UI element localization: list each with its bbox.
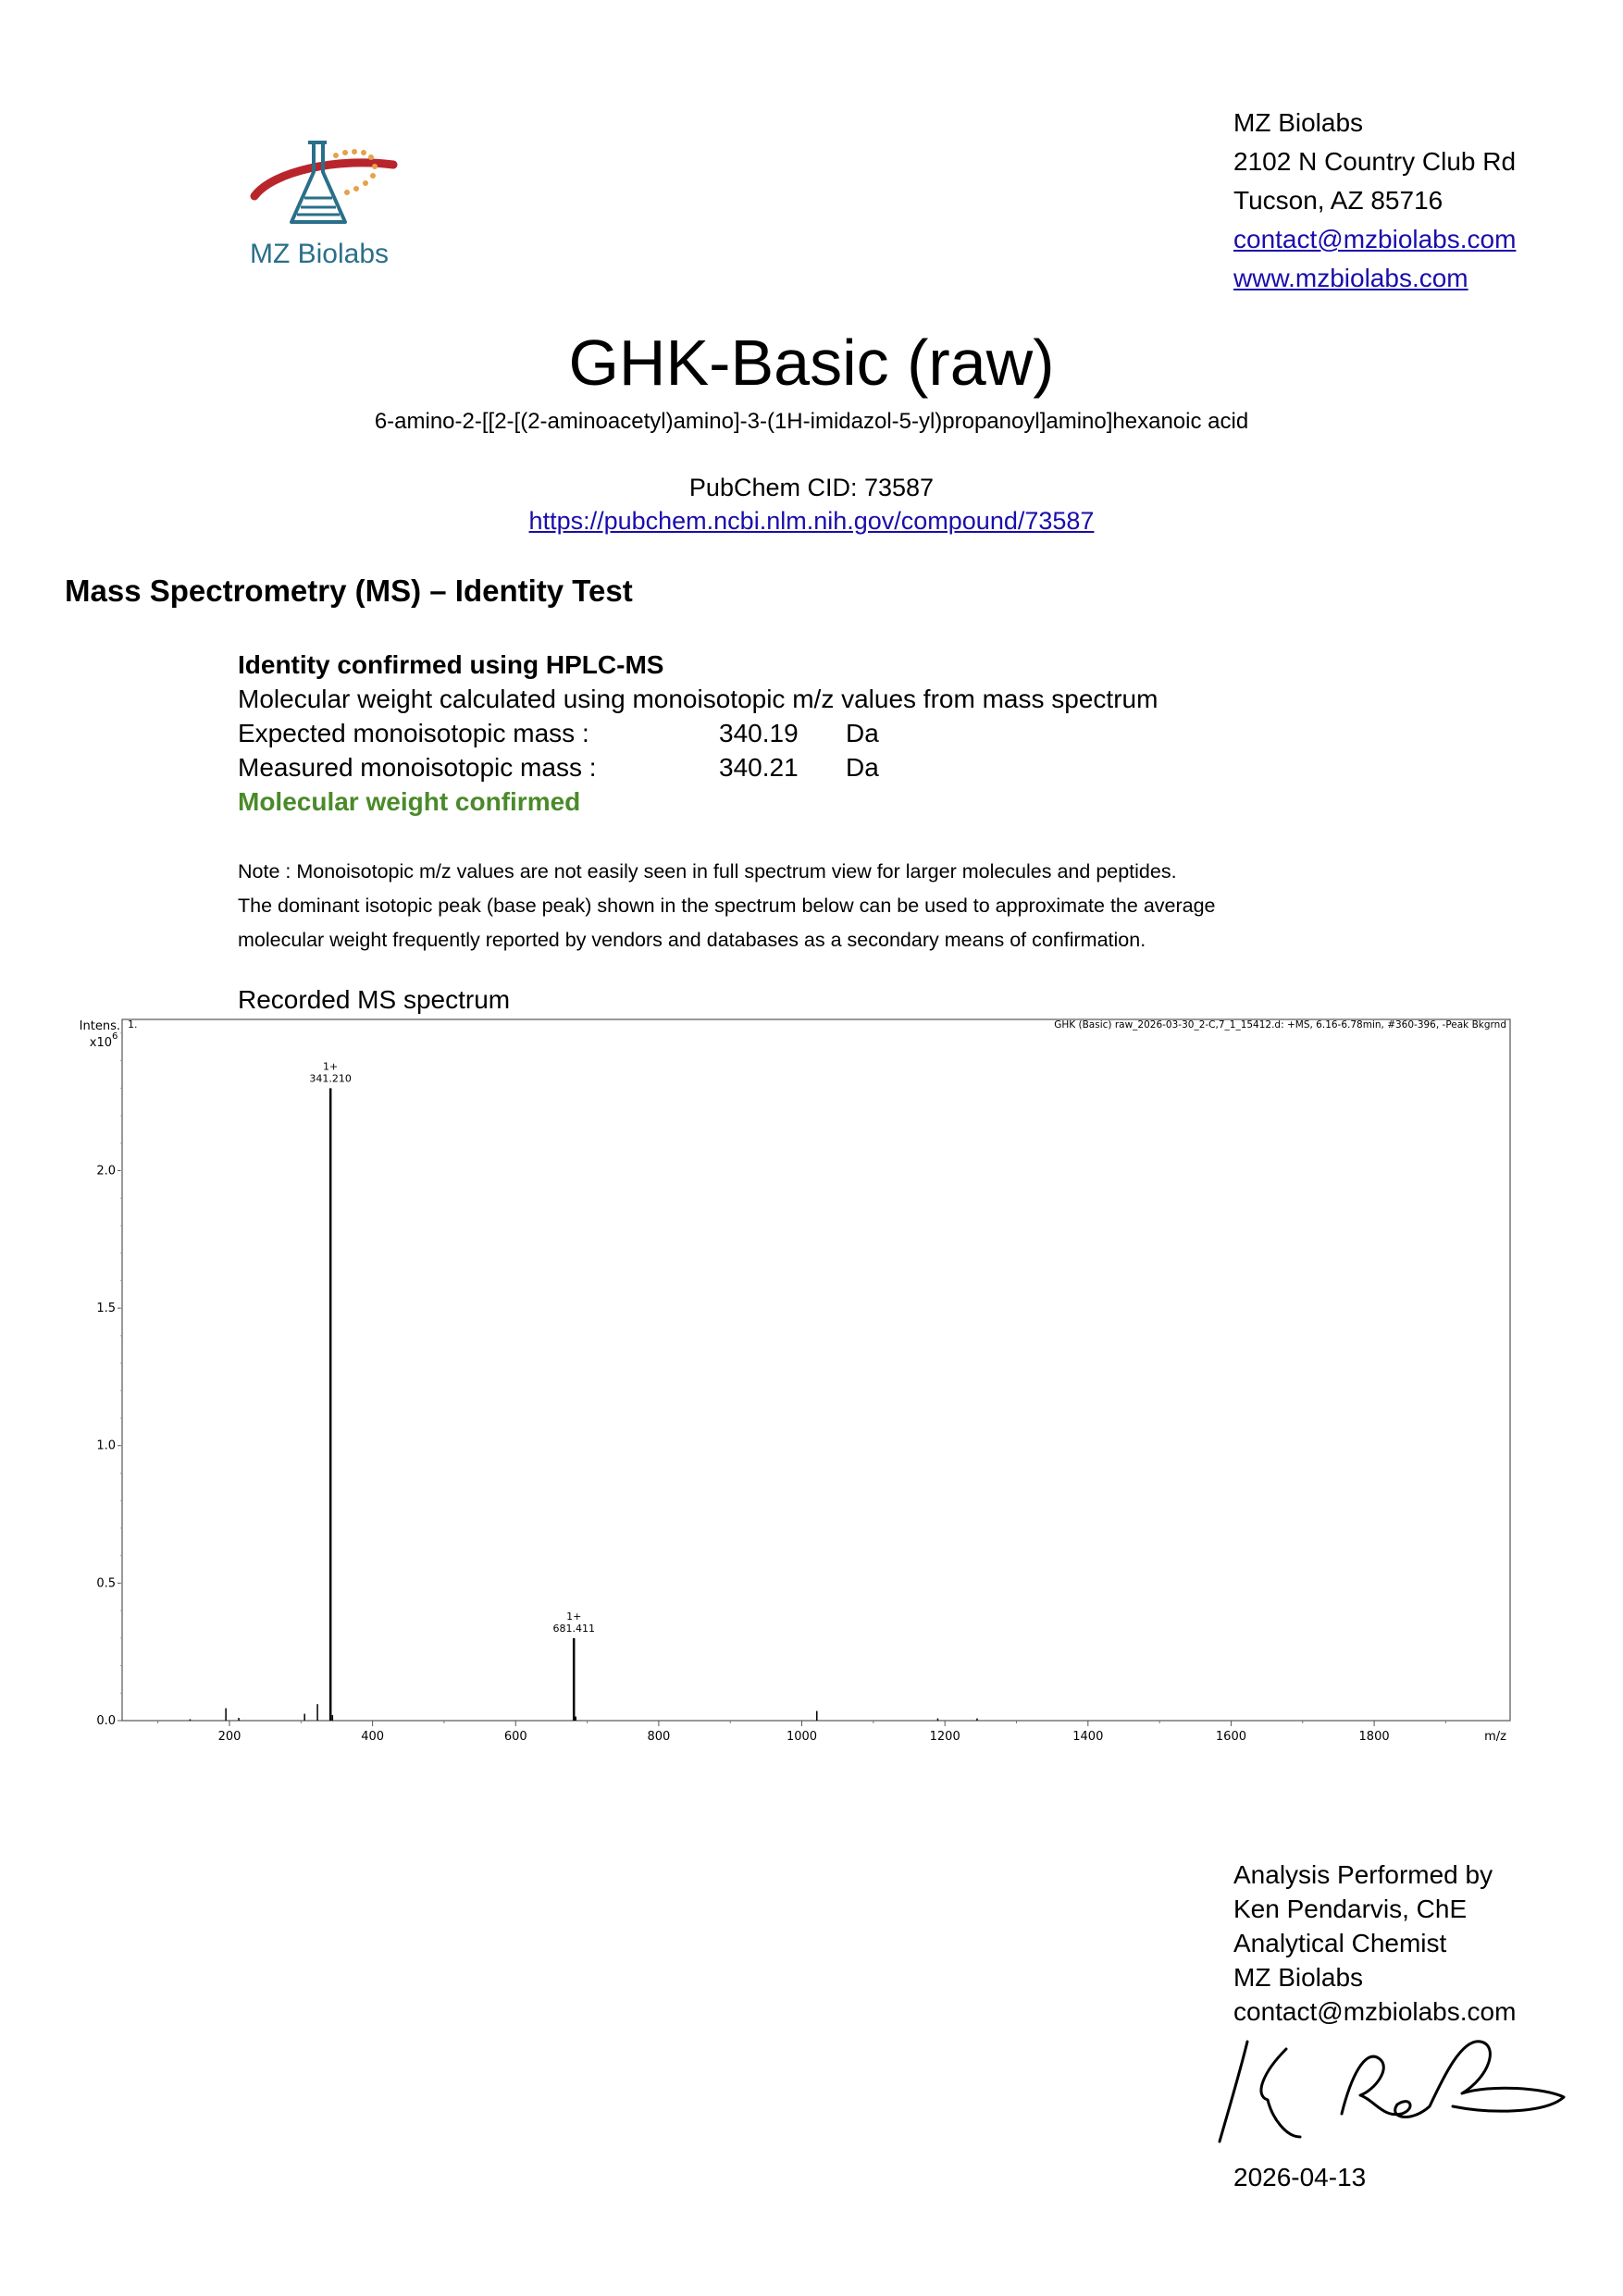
- method-line: Molecular weight calculated using monoisotopic m/z values from mass spectrum: [238, 685, 1158, 713]
- x-tick-label: 1800: [1358, 1730, 1390, 1744]
- address-line-2: 2102 N Country Club Rd: [1233, 147, 1517, 176]
- measured-mass-value: 340.21: [719, 753, 799, 782]
- peak-mz-label: 341.210: [309, 1072, 352, 1085]
- x-tick-label: 800: [647, 1730, 671, 1744]
- chart-axes: [96, 1033, 1445, 1744]
- y-tick-label: 1.5: [96, 1302, 116, 1316]
- expected-mass-label: Expected monoisotopic mass :: [238, 719, 589, 747]
- analyst-line-2: Ken Pendarvis, ChE: [1233, 1895, 1468, 1923]
- ms-spectrum-chart: [65, 1014, 1518, 1754]
- pubchem-url: [0, 507, 1623, 536]
- y-tick-label: 2.0: [96, 1164, 116, 1179]
- iupac-name: 6-amino-2-[[2-[(2-aminoacetyl)amino]-3-(1H-imidazol-5-yl)propanoyl]amino]hexanoic acid: [374, 409, 1249, 434]
- identity-block: [238, 648, 1158, 819]
- x-tick-label: 200: [217, 1730, 242, 1744]
- identity-line: Identity confirmed using HPLC-MS: [238, 650, 664, 679]
- pubchem-link[interactable]: https://pubchem.ncbi.nlm.nih.gov/compound/73587: [528, 507, 1095, 535]
- pubchem-cid: PubChem CID: 73587: [688, 474, 935, 501]
- x-tick-label: 1600: [1215, 1730, 1247, 1744]
- y-axis-scale: x10: [89, 1036, 112, 1050]
- note-block: [238, 855, 1216, 957]
- measured-mass-row: [238, 750, 1158, 784]
- document-title: GHK-Basic (raw): [568, 327, 1055, 399]
- note-line-1: Note : Monoisotopic m/z values are not easily seen in full spectrum view for larger molecules and peptides.: [238, 860, 1177, 883]
- measured-mass-label: Measured monoisotopic mass :: [238, 753, 597, 782]
- peak-charge-label: 1+: [323, 1060, 339, 1073]
- analyst-block: [1233, 1858, 1516, 2029]
- y-tick-label: 0.0: [96, 1714, 116, 1728]
- peak-mz-label: 681.411: [552, 1622, 595, 1635]
- analyst-line-4: MZ Biolabs: [1233, 1963, 1364, 1992]
- company-email-link[interactable]: contact@mzbiolabs.com: [1233, 225, 1517, 253]
- analyst-line-5: contact@mzbiolabs.com: [1233, 1997, 1517, 2026]
- note-line-2: The dominant isotopic peak (base peak) shown in the spectrum below can be used to approximate the average: [238, 895, 1216, 917]
- result-line: Molecular weight confirmed: [238, 787, 581, 816]
- y-tick-label: 0.5: [96, 1576, 116, 1591]
- expected-mass-row: [238, 716, 1158, 750]
- company-website-link[interactable]: www.mzbiolabs.com: [1233, 264, 1468, 292]
- address-line-3: Tucson, AZ 85716: [1233, 186, 1443, 215]
- x-axis-label: m/z: [1484, 1730, 1506, 1744]
- y-axis-scale-exp: 6: [112, 1031, 118, 1042]
- logo-text: MZ Biolabs: [249, 239, 390, 269]
- x-tick-label: 1200: [929, 1730, 960, 1744]
- signature-image: [1212, 2031, 1573, 2151]
- x-tick-label: 600: [503, 1730, 527, 1744]
- section-heading: Mass Spectrometry (MS) – Identity Test: [65, 574, 633, 608]
- company-address: [1233, 104, 1516, 298]
- chart-labels: [80, 1018, 1506, 1744]
- trace-label: GHK (Basic) raw_2026-03-30_2-C,7_1_15412.d: +MS, 6.16-6.78min, #360-396, -Peak Bkgrnd: [1054, 1019, 1506, 1031]
- panel-label: 1.: [128, 1018, 138, 1031]
- x-tick-label: 1000: [786, 1730, 818, 1744]
- x-tick-label: 1400: [1072, 1730, 1104, 1744]
- expected-mass-value: 340.19: [719, 719, 799, 747]
- y-axis-label: Intens.: [79, 1019, 120, 1033]
- expected-mass-unit: Da: [846, 719, 879, 747]
- address-line-1: MZ Biolabs: [1233, 108, 1364, 137]
- analyst-line-3: Analytical Chemist: [1233, 1929, 1447, 1957]
- note-line-3: molecular weight frequently reported by vendors and databases as a secondary means of confirmation.: [238, 929, 1146, 951]
- x-tick-label: 400: [361, 1730, 385, 1744]
- measured-mass-unit: Da: [846, 753, 879, 782]
- y-tick-label: 1.0: [96, 1438, 116, 1453]
- spectrum-label: Recorded MS spectrum: [238, 985, 511, 1014]
- analysis-date: 2026-04-13: [1233, 2163, 1367, 2191]
- peak-charge-label: 1+: [566, 1610, 582, 1623]
- analyst-line-1: Analysis Performed by: [1233, 1860, 1493, 1889]
- chart-peaks: [190, 1060, 977, 1721]
